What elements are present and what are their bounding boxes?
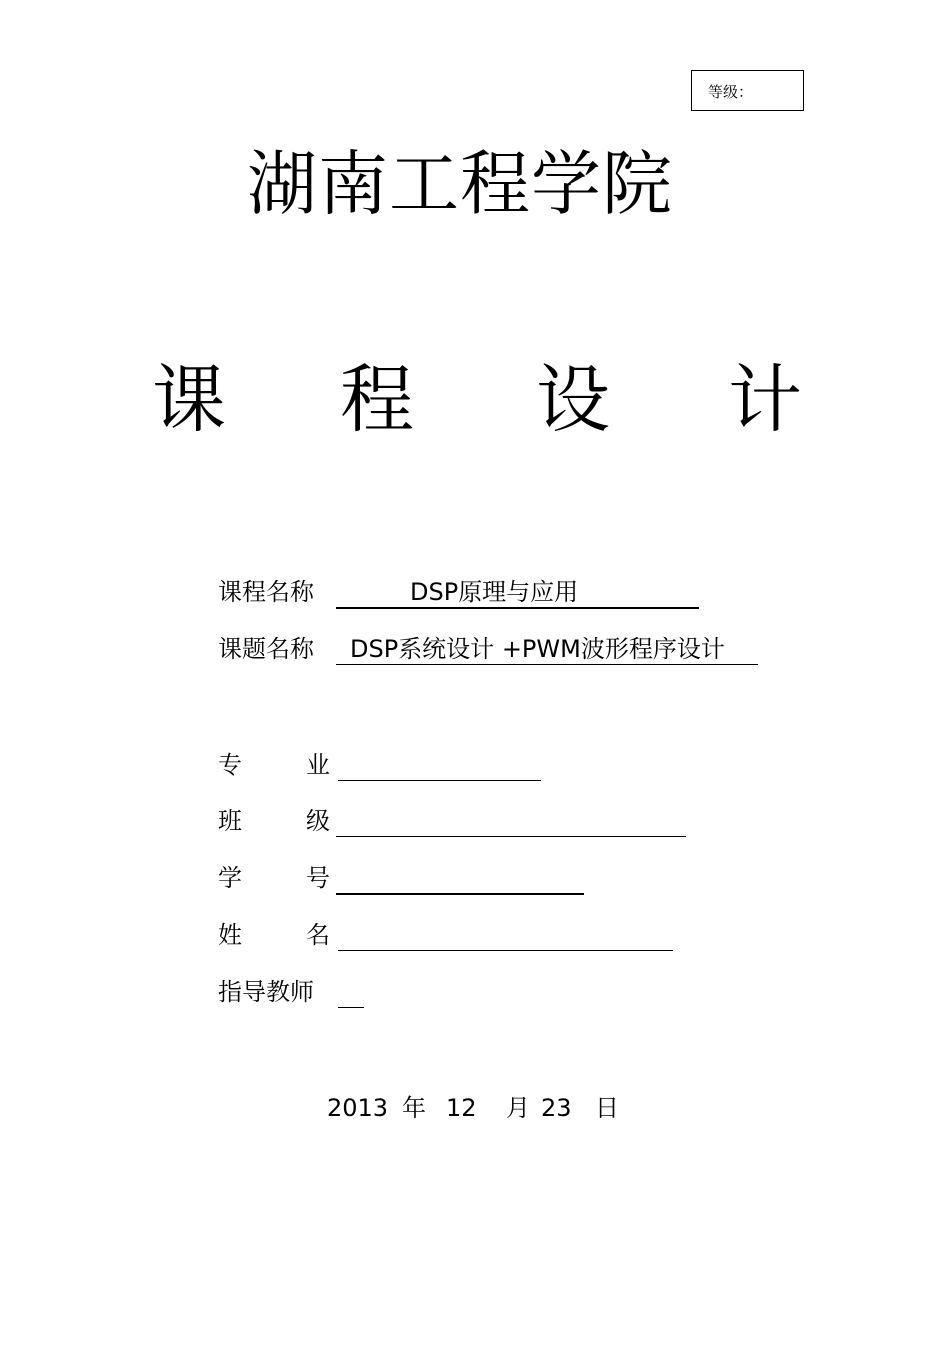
date-year: 2013 bbox=[327, 1094, 389, 1122]
major-label-1: 专 bbox=[218, 751, 242, 779]
course-name-field[interactable] bbox=[336, 577, 699, 609]
class-field[interactable] bbox=[336, 806, 686, 837]
topic-label: 课题名称 bbox=[218, 635, 314, 663]
name-label-2: 名 bbox=[306, 921, 330, 949]
school-name: 湖南工程学院 bbox=[247, 143, 673, 225]
course-name-value: DSP原理与应用 bbox=[410, 578, 579, 606]
topic-value: DSP系统设计 +PWM波形程序设计 bbox=[350, 635, 725, 663]
grade-label: 等级： bbox=[708, 83, 754, 101]
advisor-field[interactable] bbox=[338, 977, 364, 1008]
date-day: 23 bbox=[541, 1094, 572, 1122]
class-label-2: 级 bbox=[306, 807, 330, 835]
student-id-field[interactable] bbox=[336, 863, 584, 895]
major-label-2: 业 bbox=[306, 751, 330, 779]
name-field[interactable] bbox=[338, 920, 673, 951]
name-label-1: 姓 bbox=[218, 921, 242, 949]
topic-field[interactable] bbox=[336, 634, 758, 665]
student-id-label-2: 号 bbox=[306, 864, 330, 892]
title-char-1: 课 bbox=[152, 357, 226, 443]
title-char-2: 程 bbox=[340, 357, 414, 443]
class-label-1: 班 bbox=[218, 807, 242, 835]
title-char-4: 计 bbox=[728, 357, 802, 443]
date-line bbox=[0, 1092, 950, 1124]
document-title bbox=[0, 355, 950, 445]
date-year-unit: 年 bbox=[402, 1094, 426, 1122]
grade-box bbox=[691, 70, 804, 111]
title-char-3: 设 bbox=[536, 357, 610, 443]
date-month: 12 bbox=[446, 1094, 477, 1122]
advisor-label: 指导教师 bbox=[218, 978, 314, 1006]
major-field[interactable] bbox=[338, 750, 541, 781]
date-month-unit: 月 bbox=[506, 1094, 530, 1122]
student-id-label-1: 学 bbox=[218, 864, 242, 892]
date-day-unit: 日 bbox=[595, 1094, 619, 1122]
course-name-label: 课程名称 bbox=[218, 578, 314, 606]
